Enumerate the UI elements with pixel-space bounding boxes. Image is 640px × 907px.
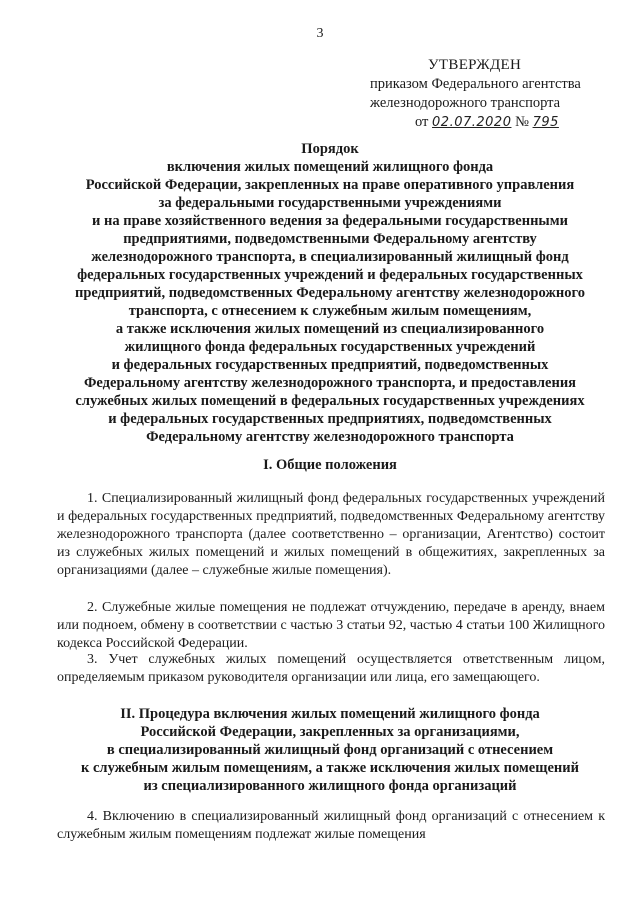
section-1-title: I. Общие положения <box>263 457 397 473</box>
approval-stamp <box>360 56 610 132</box>
title-line: Федеральному агентству железнодорожного транспорта <box>146 429 514 445</box>
title-line: транспорта, с отнесением к служебным жилым помещениям, <box>128 303 532 319</box>
paragraph-4: 4. Включению в специализированный жилищный фонд организаций с отнесением к служебным жилым помещениям подлежат жилые помещения <box>57 809 605 842</box>
paragraph-3: 3. Учет служебных жилых помещений осуществляется ответственным лицом, определяемым приказом руководителя организации или лица, его замещающего. <box>57 652 605 685</box>
section-2-title-line: в специализированный жилищный фонд организаций с отнесением <box>106 742 554 758</box>
title-line: федеральных государственных учреждений и федеральных государственных <box>77 267 583 283</box>
page-number: 3 <box>316 26 324 41</box>
paragraph-1: 1. Специализированный жилищный фонд федеральных государственных учреждений и федеральных государственных предприятий, подведомственных Федеральному агентству железнодорожного транспорта (далее соответственно – организации, Агентство) состоит из служебных жилых помещений и жилых помещений в общежитиях, закрепленных за организациями (далее – служебные жилые помещения). <box>57 491 605 578</box>
title-line: и на праве хозяйственного ведения за федеральными государственными <box>92 213 568 229</box>
paragraph-2: 2. Служебные жилые помещения не подлежат отчуждению, передаче в аренду, внаем или подноем, обмену в соответствии с частью 3 статьи 92, частью 4 статьи 100 Жилищного кодекса Российской Федерации. <box>57 600 605 651</box>
approval-line-1: приказом Федерального агентства <box>370 76 581 92</box>
title-line: Федеральному агентству железнодорожного транспорта, и предоставления <box>83 375 577 391</box>
number-label: № <box>515 114 529 130</box>
approval-line-2: железнодорожного транспорта <box>370 95 561 111</box>
handwritten-date: 02.07.2020 <box>432 115 512 130</box>
title-line: жилищного фонда федеральных государственных учреждений <box>124 339 536 355</box>
handwritten-number: 795 <box>532 115 559 130</box>
title-heading: Порядок <box>301 141 359 157</box>
section-2-title-line: к служебным жилым помещениям, а также исключения жилых помещений <box>81 760 579 776</box>
title-line: железнодорожного транспорта, в специализированный жилищный фонд <box>91 249 569 265</box>
title-line: за федеральными государственными учреждениями <box>158 195 502 211</box>
title-line: Российской Федерации, закрепленных на праве оперативного управления <box>85 177 575 193</box>
title-line: а также исключения жилых помещений из специализированного <box>115 321 545 337</box>
section-2-title-line: из специализированного жилищного фонда организаций <box>143 778 517 794</box>
section-2-title <box>40 705 620 795</box>
title-line: служебных жилых помещений в федеральных государственных учреждениях <box>75 393 585 409</box>
title-line: включения жилых помещений жилищного фонда <box>166 159 494 175</box>
document-title <box>40 140 620 446</box>
title-line: предприятий, подведомственных Федеральному агентству железнодорожного <box>75 285 585 301</box>
section-2-title-line: Российской Федерации, закрепленных за организациями, <box>140 724 520 740</box>
title-line: и федеральных государственных предприятиях, подведомственных <box>108 411 552 427</box>
title-line: предприятиями, подведомственными Федеральному агентству <box>123 231 537 247</box>
title-line: и федеральных государственных предприятий, подведомственных <box>111 357 549 373</box>
from-label: от <box>415 114 429 130</box>
approval-word: УТВЕРЖДЕН <box>428 57 522 73</box>
section-2-title-line: II. Процедура включения жилых помещений жилищного фонда <box>120 706 540 722</box>
approval-date-line <box>360 113 610 132</box>
